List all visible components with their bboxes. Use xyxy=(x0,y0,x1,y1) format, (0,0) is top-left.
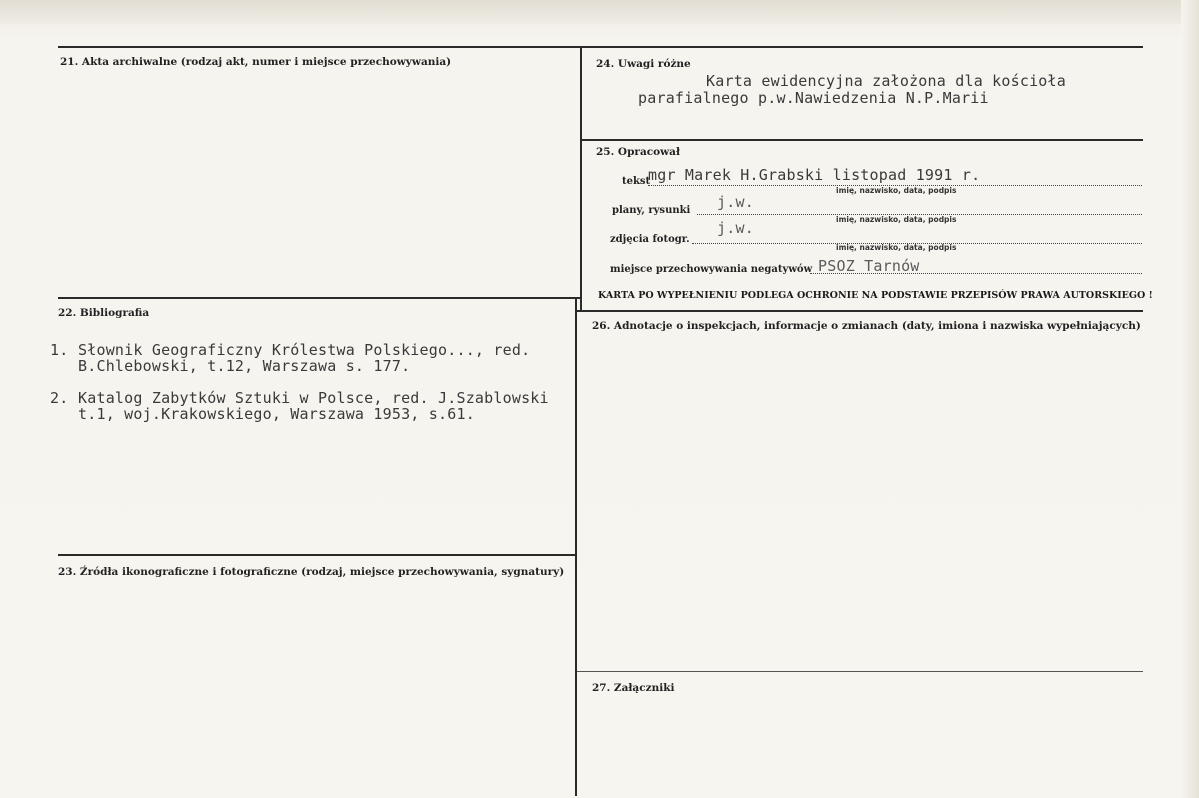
bibliography-1-line1: Słownik Geograficzny Królestwa Polskiego..., red. xyxy=(78,341,531,359)
bibliography-2-line2: t.1, woj.Krakowskiego, Warszawa 1953, s.61. xyxy=(78,405,475,423)
divider-center-lower xyxy=(575,298,577,796)
tekst-hint: imię, nazwisko, data, podpis xyxy=(836,186,957,195)
divider-left-21-22 xyxy=(58,297,580,299)
card-right-edge xyxy=(1181,0,1199,798)
bibliography-1-line2: B.Chlebowski, t.12, Warszawa s. 177. xyxy=(78,357,411,375)
divider-right-24-25 xyxy=(582,139,1143,141)
plany-hint: imię, nazwisko, data, podpis xyxy=(836,215,957,224)
bibliography-1-number: 1. xyxy=(50,341,69,359)
zdjecia-value: j.w. xyxy=(717,219,754,237)
zdjecia-hint: imię, nazwisko, data, podpis xyxy=(836,243,957,252)
zdjecia-label: zdjęcia fotogr. xyxy=(610,234,690,245)
section-26-label: 26. Adnotacje o inspekcjach, informacje o zmianach (daty, imiona i nazwiska wypełniających) xyxy=(592,320,1141,332)
card-top-edge xyxy=(0,0,1199,24)
miejsce-label: miejsce przechowywania negatywów xyxy=(610,264,813,275)
tekst-label: tekst xyxy=(622,176,651,187)
remarks-line-1: Karta ewidencyjna założona dla kościoła xyxy=(706,72,1066,90)
section-22-label: 22. Bibliografia xyxy=(58,307,150,319)
copyright-notice: KARTA PO WYPEŁNIENIU PODLEGA OCHRONIE NA PODSTAWIE PRZEPISÓW PRAWA AUTORSKIEGO ! xyxy=(598,290,1153,301)
divider-right-25-26 xyxy=(577,310,1143,312)
section-24-label: 24. Uwagi różne xyxy=(596,58,691,70)
remarks-line-2: parafialnego p.w.Nawiedzenia N.P.Marii xyxy=(638,89,989,107)
miejsce-value: PSOZ Tarnów xyxy=(818,257,920,275)
bibliography-2-number: 2. xyxy=(50,389,69,407)
divider-center-upper xyxy=(580,46,582,312)
tekst-value: mgr Marek H.Grabski listopad 1991 r. xyxy=(648,166,981,184)
plany-value: j.w. xyxy=(717,193,754,211)
divider-top xyxy=(58,46,1143,48)
divider-right-26-27 xyxy=(577,671,1143,672)
bibliography-2-line1: Katalog Zabytków Sztuki w Polsce, red. J.Szablowski xyxy=(78,389,549,407)
plany-label: plany, rysunki xyxy=(612,205,691,216)
section-25-label: 25. Opracował xyxy=(596,146,681,158)
divider-left-22-23 xyxy=(58,554,577,556)
section-21-label: 21. Akta archiwalne (rodzaj akt, numer i miejsce przechowywania) xyxy=(60,56,452,68)
section-27-label: 27. Załączniki xyxy=(592,682,675,694)
section-23-label: 23. Źródła ikonograficzne i fotograficzne (rodzaj, miejsce przechowywania, sygnatury) xyxy=(58,566,565,578)
